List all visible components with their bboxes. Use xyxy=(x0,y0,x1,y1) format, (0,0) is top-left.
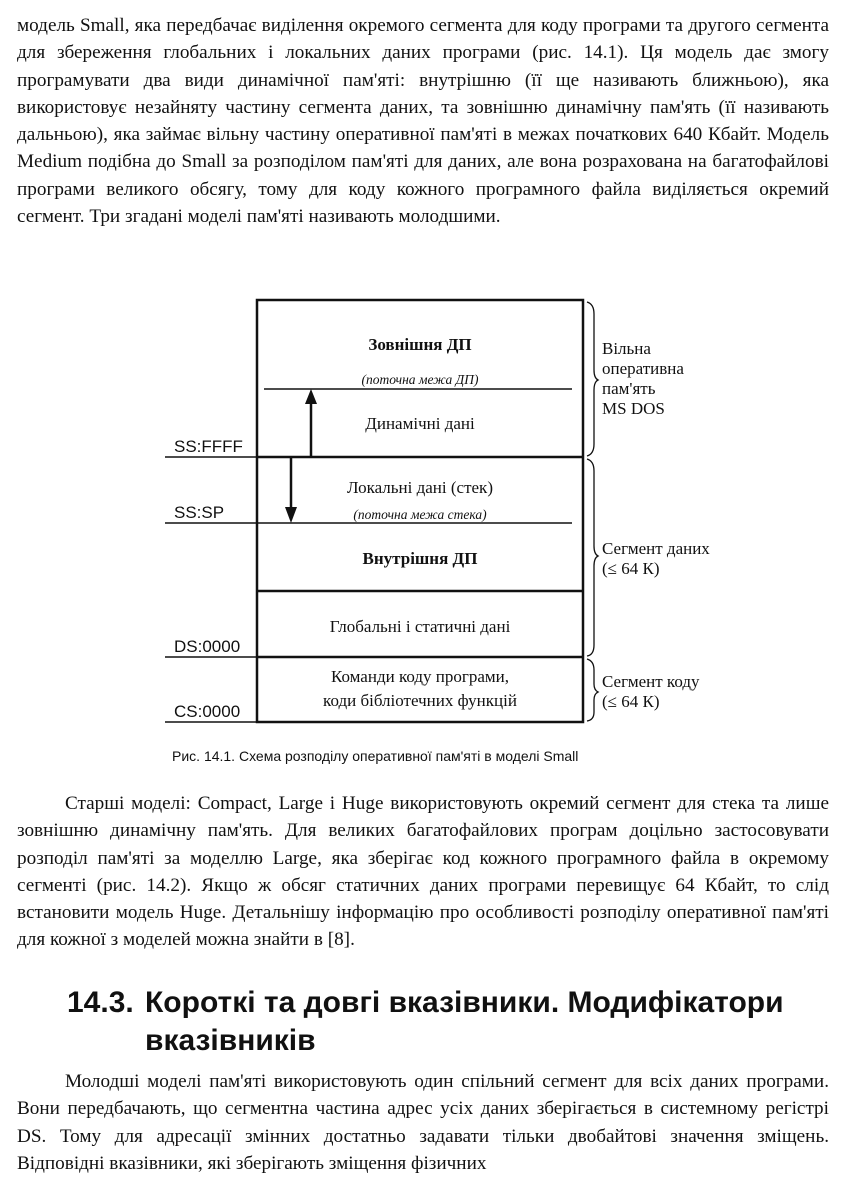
free-memory-label-4: MS DOS xyxy=(602,399,665,418)
data-segment-label-2: (≤ 64 К) xyxy=(602,559,660,578)
code-label-line1: Команди коду програми, xyxy=(331,667,509,686)
internal-dp-label: Внутрішня ДП xyxy=(362,549,478,568)
section-title-line2: вказівників xyxy=(145,1024,316,1057)
address-ss-ffff: SS:FFFF xyxy=(174,437,243,456)
dynamic-data-label: Динамічні дані xyxy=(365,414,475,433)
brace-data-segment xyxy=(587,459,598,656)
free-memory-label-1: Вільна xyxy=(602,339,651,358)
free-memory-label-3: пам'ять xyxy=(602,379,656,398)
brace-free-memory xyxy=(587,302,598,456)
heap-growth-arrowhead xyxy=(305,389,317,404)
paragraph-near-pointers: Молодші моделі пам'яті використовують один спільний сегмент для всіх даних програми. Вони передбачають, що сегментна частина адрес усіх даних зберігається в системному регістрі DS. Тому для адресації змінних достатньо задавати тільки двобайтові значення зміщень. Відповідні вказівники, які зберігають зміщення фізичних xyxy=(17,1071,829,1174)
section-number: 14.3. xyxy=(67,986,134,1019)
figure-caption: Рис. 14.1. Схема розподілу оперативної пам'яті в моделі Small xyxy=(172,748,579,764)
paragraph-memory-models: модель Small, яка передбачає виділення окремого сегмента для коду програми та другого сегмента для збереження глобальних і локальних даних програми (рис. 14.1). Ця модель дає змогу програмувати два види динамічної пам'яті: внутрішню (її ще називають ближньою), яка використовує незайняту частину сегмента даних, та зовнішню динамічну пам'ять (її називають дальньою), яка займає вільну частину оперативної пам'яті в межах початкових 640 Кбайт. Модель Medium подібна до Small за розподілом пам'яті для даних, але вона розрахована на багатофайлові програми великого обсягу, тому для коду кожного програмного файла виділяється окремий сегмент. Три згадані моделі пам'яті називають молодшими. xyxy=(17,15,829,228)
code-segment-label-2: (≤ 64 К) xyxy=(602,692,660,711)
brace-code-segment xyxy=(587,659,598,721)
address-cs-0000: CS:0000 xyxy=(174,702,241,721)
stack-limit-label: (поточна межа стека) xyxy=(353,507,487,522)
address-ds-0000: DS:0000 xyxy=(174,637,241,656)
address-ss-sp: SS:SP xyxy=(174,503,225,522)
heap-limit-label: (поточна межа ДП) xyxy=(361,372,479,387)
section-title-line1: Короткі та довгі вказівники. Модифікатори xyxy=(145,986,784,1019)
external-dp-label: Зовнішня ДП xyxy=(368,335,472,354)
code-label-line2: коди бібліотечних функцій xyxy=(323,691,517,710)
global-data-label: Глобальні і статичні дані xyxy=(329,617,511,636)
section-heading xyxy=(67,984,827,1060)
memory-layout-diagram xyxy=(0,290,847,730)
free-memory-label-2: оперативна xyxy=(602,359,684,378)
local-data-label: Локальні дані (стек) xyxy=(347,478,493,497)
code-segment-label-1: Сегмент коду xyxy=(602,672,700,691)
stack-growth-arrowhead xyxy=(285,507,297,523)
paragraph-senior-models: Старші моделі: Compact, Large і Huge використовують окремий сегмент для стека та лише зовнішню динамічну пам'ять. Для великих багатофайлових програм доцільно застосовувати розподіл пам'яті за моделлю Large, яка зберігає код кожного програмного файла в окремому сегменті (рис. 14.2). Якщо ж обсяг статичних даних програми перевищує 64 Кбайт, то слід встановити модель Huge. Детальнішу інформацію про особливості розподілу оперативної пам'яті для кожної з моделей можна знайти в [8]. xyxy=(17,793,829,951)
data-segment-label-1: Сегмент даних xyxy=(602,539,710,558)
